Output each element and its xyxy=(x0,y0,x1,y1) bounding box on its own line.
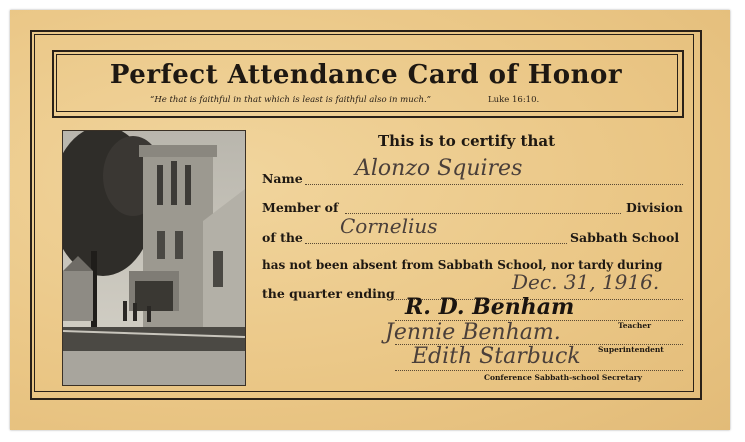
division-label: Division xyxy=(626,200,683,215)
name-label: Name xyxy=(262,171,303,186)
absence-statement: has not been absent from Sabbath School, nor tardy during xyxy=(262,258,663,272)
quarter-label: the quarter ending xyxy=(262,286,395,301)
of-the-label: of the xyxy=(262,230,303,245)
certify-heading: This is to certify that xyxy=(378,132,556,150)
motto-quote: “He that is faithful in that which is least is faithful also in much.” xyxy=(150,95,431,105)
school-value: Cornelius xyxy=(340,214,438,238)
name-line xyxy=(305,184,683,185)
motto-reference: Luke 16:10. xyxy=(488,95,540,105)
church-photo xyxy=(62,130,246,386)
school-line xyxy=(305,243,567,244)
teacher-label: Teacher xyxy=(618,321,652,330)
member-label: Member of xyxy=(262,200,339,215)
card-title: Perfect Attendance Card of Honor xyxy=(109,60,623,90)
teacher-signature: R. D. Benham xyxy=(405,294,575,320)
superintendent-signature: Jennie Benham. xyxy=(385,320,561,345)
secretary-line xyxy=(395,370,683,371)
secretary-label: Conference Sabbath-school Secretary xyxy=(484,373,643,382)
superintendent-label: Superintendent xyxy=(598,345,664,354)
date-value: Dec. 31, 1916. xyxy=(512,270,660,294)
sabbath-school-label: Sabbath School xyxy=(570,230,680,245)
secretary-signature: Edith Starbuck xyxy=(412,344,581,369)
name-value: Alonzo Squires xyxy=(355,156,523,181)
